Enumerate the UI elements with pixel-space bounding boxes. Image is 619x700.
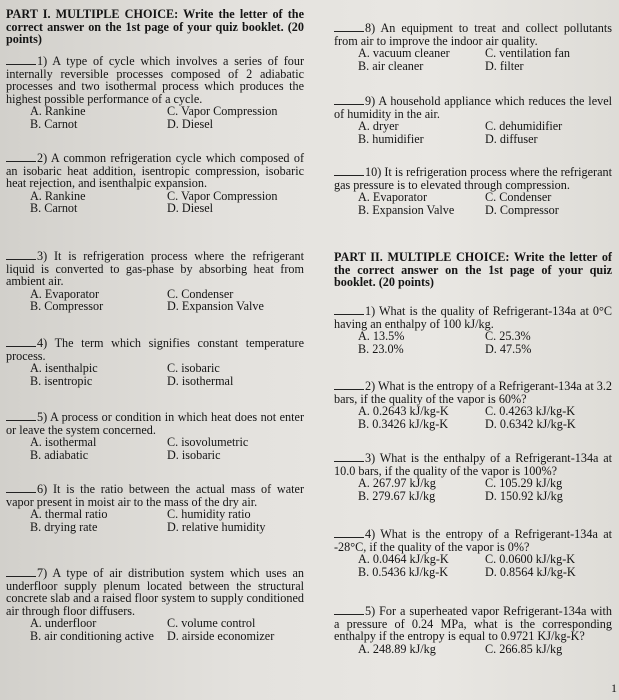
option-a: A. underfloor: [30, 616, 97, 631]
option-b: B. adiabatic: [30, 447, 89, 462]
option-c: C. 266.85 kJ/kg: [485, 641, 563, 656]
question-text: A type of cycle which involves a series of four internally reversible processes composed of 2 adiabatic processes and two isothermal process which produces the highest possible performance of a cycle.: [6, 54, 305, 106]
option-b: B. 0.5436 kJ/kg-K: [358, 564, 449, 579]
page-number: 1: [611, 681, 617, 695]
question-number: 4): [365, 527, 376, 541]
option-b: B. Compressor: [30, 299, 104, 314]
option-a: A. 13.5%: [358, 329, 405, 344]
question-p1-3: [6, 250, 304, 313]
option-b: B. drying rate: [30, 519, 98, 534]
question-number: 10): [365, 165, 382, 179]
option-d: D. airside economizer: [167, 628, 275, 643]
question-p2-5: [334, 605, 612, 655]
question-number: 8): [365, 21, 376, 35]
option-a: A. isenthalpic: [30, 361, 98, 376]
option-d: D. Compressor: [485, 202, 559, 217]
question-number: 5): [37, 410, 48, 424]
option-c: C. Condenser: [167, 286, 234, 301]
option-a: A. 248.89 kJ/kg: [358, 641, 436, 656]
question-text: What is the quality of Refrigerant-134a at 0°C having an enthalpy of 100 kJ/kg.: [334, 304, 613, 331]
question-p2-3: [334, 452, 612, 502]
question-number: 9): [365, 94, 376, 108]
question-p1-6: [6, 483, 304, 533]
option-a: A. Rankine: [30, 188, 86, 203]
option-d: D. Diesel: [167, 201, 214, 216]
option-d: D. 150.92 kJ/kg: [485, 488, 563, 503]
answer-blank[interactable]: [6, 483, 36, 493]
option-a: A. dryer: [358, 119, 399, 134]
option-b: B. air cleaner: [358, 58, 424, 73]
option-c: C. Vapor Compression: [167, 104, 278, 119]
option-d: D. Diesel: [167, 116, 214, 131]
option-c: C. ventilation fan: [485, 46, 570, 61]
option-b: B. Carnot: [30, 201, 78, 216]
answer-blank[interactable]: [6, 337, 36, 347]
option-a: A. Evaporator: [358, 190, 428, 205]
question-text: It is refrigeration process where the refrigerant liquid is converted to gas-phase by absorbing heat from ambient air.: [6, 249, 304, 289]
option-b: B. Carnot: [30, 116, 78, 131]
answer-blank[interactable]: [6, 411, 36, 421]
question-text: The term which signifies constant temperature process.: [6, 336, 304, 363]
option-d: D. diffuser: [485, 131, 538, 146]
option-a: A. 267.97 kJ/kg: [358, 476, 436, 491]
answer-blank[interactable]: [6, 250, 36, 260]
question-p2-2: [334, 380, 612, 430]
option-c: C. isobaric: [167, 361, 220, 376]
answer-blank[interactable]: [6, 152, 36, 162]
question-number: 5): [365, 604, 376, 618]
option-b: B. 23.0%: [358, 341, 404, 356]
question-p1-10: [334, 166, 612, 216]
question-number: 2): [37, 151, 48, 165]
question-text: It is refrigeration process where the refrigerant gas pressure is to elevated through compression.: [334, 165, 612, 192]
question-text: A type of air distribution system which uses an underfloor supply plenum located between the structural concrete slab and a raised floor system to supply conditioned air through floor diffusers.: [6, 566, 305, 618]
question-p1-7: [6, 567, 304, 643]
option-c: C. Condenser: [485, 190, 552, 205]
option-b: B. Expansion Valve: [358, 202, 455, 217]
option-c: C. dehumidifier: [485, 119, 563, 134]
question-text: What is the entropy of a Refrigerant-134a at 3.2 bars, if the quality of the vapor is 60%?: [334, 379, 613, 406]
option-a: A. Evaporator: [30, 286, 100, 301]
option-a: A. thermal ratio: [30, 507, 108, 522]
option-d: D. filter: [485, 58, 524, 73]
question-p1-8: [334, 22, 612, 72]
question-number: 7): [37, 566, 48, 580]
option-d: D. Expansion Valve: [167, 299, 264, 314]
question-text: A process or condition in which heat does not enter or leave the system concerned.: [6, 410, 305, 437]
answer-blank[interactable]: [6, 567, 36, 577]
answer-blank[interactable]: [334, 95, 364, 105]
option-a: A. isothermal: [30, 435, 97, 450]
option-d: D. 0.8564 kJ/kg-K: [485, 564, 576, 579]
option-c: C. Vapor Compression: [167, 188, 278, 203]
answer-blank[interactable]: [334, 380, 364, 390]
question-p1-4: [6, 337, 304, 387]
option-c: C. 0.0600 kJ/kg-K: [485, 552, 576, 567]
option-b: B. 0.3426 kJ/kg-K: [358, 416, 449, 431]
question-p1-5: [6, 411, 304, 461]
option-d: D. relative humidity: [167, 519, 266, 534]
answer-blank[interactable]: [334, 605, 364, 615]
option-b: B. humidifier: [358, 131, 424, 146]
option-c: C. 105.29 kJ/kg: [485, 476, 563, 491]
question-p1-9: [334, 95, 612, 145]
part2-header: PART II. MULTIPLE CHOICE: Write the letter of the correct answer on the 1st page of your quiz booklet. (20 points): [334, 250, 612, 290]
option-a: A. 0.0464 kJ/kg-K: [358, 552, 449, 567]
option-d: D. isobaric: [167, 447, 221, 462]
option-d: D. 0.6342 kJ/kg-K: [485, 416, 576, 431]
question-number: 2): [365, 379, 376, 393]
question-number: 4): [37, 336, 48, 350]
question-number: 1): [365, 304, 376, 318]
answer-blank[interactable]: [334, 528, 364, 538]
option-c: C. 25.3%: [485, 329, 531, 344]
question-text: What is the enthalpy of a Refrigerant-134a at 10.0 bars, if the quality of the vapor is 100%?: [334, 451, 612, 478]
part1-header: PART I. MULTIPLE CHOICE: Write the letter of the correct answer on the 1st page of your quiz booklet. (20 points): [6, 7, 304, 47]
option-d: D. isothermal: [167, 373, 234, 388]
option-b: B. 279.67 kJ/kg: [358, 488, 436, 503]
question-text: It is the ratio between the actual mass of water vapor present in moist air to the mass of the dry air.: [6, 482, 305, 509]
answer-blank[interactable]: [334, 22, 364, 32]
question-p1-2: [6, 152, 304, 215]
question-p2-1: [334, 305, 612, 355]
question-number: 3): [365, 451, 376, 465]
option-b: B. isentropic: [30, 373, 93, 388]
question-p1-1: [6, 55, 304, 131]
question-number: 6): [37, 482, 48, 496]
answer-blank[interactable]: [334, 452, 364, 462]
question-text: A household appliance which reduces the level of humidity in the air.: [334, 94, 612, 121]
question-text: An equipment to treat and collect pollutants from air to improve the indoor air quality.: [334, 21, 612, 48]
question-text: A common refrigeration cycle which composed of an isobaric heat addition, isentropic compression, isobaric heat rejection, and isenthalpic expansion.: [6, 151, 305, 191]
option-c: C. volume control: [167, 616, 256, 631]
answer-blank[interactable]: [334, 166, 364, 176]
answer-blank[interactable]: [334, 305, 364, 315]
option-b: B. air conditioning active: [30, 628, 154, 643]
question-text: What is the entropy of a Refrigerant-134a at -28°C, if the quality of the vapor is 0%?: [334, 527, 612, 554]
option-c: C. humidity ratio: [167, 507, 251, 522]
option-a: A. vacuum cleaner: [358, 46, 450, 61]
question-number: 1): [37, 54, 48, 68]
option-d: D. 47.5%: [485, 341, 532, 356]
question-text: For a superheated vapor Refrigerant-134a with a pressure of 0.24 MPa, what is the corresponding enthalpy if the entropy is equal to 0.9721 KJ/kg-K?: [334, 604, 613, 644]
option-a: A. 0.2643 kJ/kg-K: [358, 404, 449, 419]
option-c: C. 0.4263 kJ/kg-K: [485, 404, 576, 419]
option-a: A. Rankine: [30, 104, 86, 119]
question-p2-4: [334, 528, 612, 578]
answer-blank[interactable]: [6, 55, 36, 65]
question-number: 3): [37, 249, 48, 263]
option-c: C. isovolumetric: [167, 435, 249, 450]
